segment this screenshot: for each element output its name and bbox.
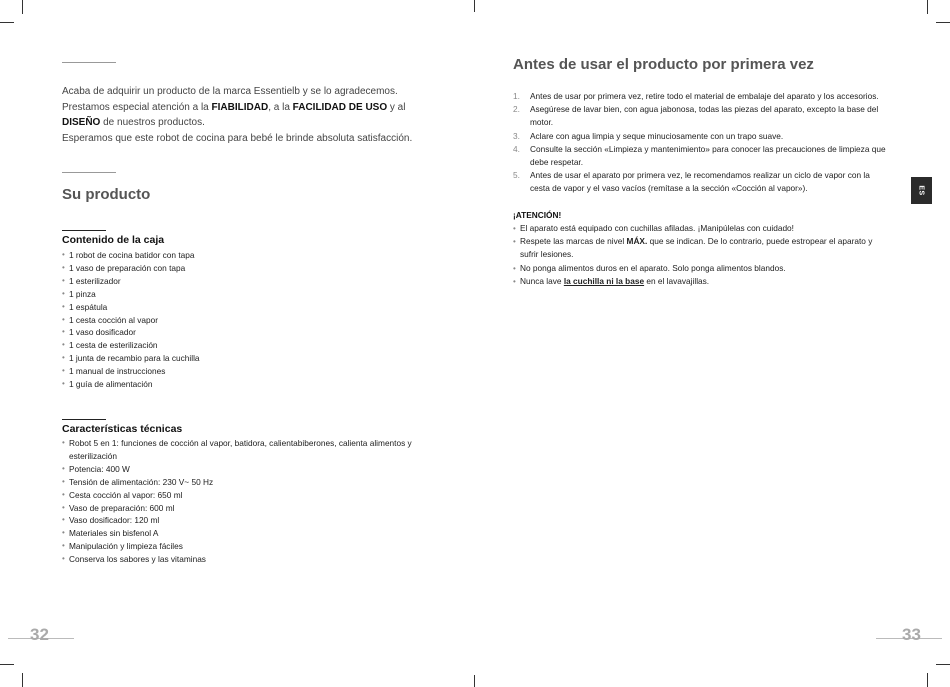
step-text: Antes de usar por primera vez, retire todo el material de embalaje del aparato y los accesorios. bbox=[530, 91, 879, 101]
step-item bbox=[513, 103, 890, 129]
step-text: Antes de usar el aparato por primera vez, le recomendamos realizar un ciclo de vapor con la cesta de vapor y el vaso vacíos (remítase a la sección «Cocción al vapor»). bbox=[530, 170, 870, 194]
language-tab-label: ES bbox=[918, 185, 925, 196]
tech-specs-title: Características técnicas bbox=[62, 423, 183, 435]
page-number-right: 33 bbox=[902, 625, 921, 644]
section-rule bbox=[62, 172, 116, 173]
page-number-left: 32 bbox=[30, 625, 49, 644]
list-item: • 1 robot de cocina batidor con tapa bbox=[62, 249, 438, 262]
list-item: • 1 pinza bbox=[62, 288, 438, 301]
attention-list bbox=[513, 222, 891, 288]
list-item: • Vaso dosificador: 120 ml bbox=[62, 514, 440, 527]
step-item bbox=[513, 169, 890, 195]
step-number: 1. bbox=[513, 91, 520, 101]
intro-line-1: Acaba de adquirir un producto de la marca Essentielb y se lo agradecemos. bbox=[62, 86, 398, 97]
list-item: • 1 cesta de esterilización bbox=[62, 339, 438, 352]
section-title-su-producto: Su producto bbox=[62, 186, 151, 203]
list-item: • Manipulación y limpieza fáciles bbox=[62, 540, 440, 553]
list-item: • Conserva los sabores y las vitaminas bbox=[62, 553, 440, 566]
list-item: • 1 junta de recambio para la cuchilla bbox=[62, 352, 438, 365]
intro-emphasis-design: DISEÑO bbox=[62, 117, 101, 128]
intro-text: Prestamos especial atención a la bbox=[62, 101, 212, 113]
attention-item bbox=[513, 262, 891, 275]
first-use-steps-list bbox=[513, 90, 890, 196]
crop-mark bbox=[927, 0, 928, 14]
list-item: • Materiales sin bisfenol A bbox=[62, 527, 440, 540]
list-item: • Cesta cocción al vapor: 650 ml bbox=[62, 489, 440, 502]
attention-text: que se indican. De lo contrario, puede estropear el aparato y sufrir lesiones. bbox=[520, 236, 873, 260]
attention-item bbox=[513, 235, 891, 261]
list-item: • 1 manual de instrucciones bbox=[62, 365, 438, 378]
box-contents-list bbox=[62, 249, 438, 391]
crop-mark bbox=[936, 664, 950, 665]
list-item: • 1 cesta cocción al vapor bbox=[62, 314, 438, 327]
list-item: • 1 vaso dosificador bbox=[62, 326, 438, 339]
right-page-title: Antes de usar el producto por primera vez bbox=[513, 56, 814, 73]
contents-title-rule bbox=[62, 230, 106, 231]
intro-text: , a la bbox=[268, 101, 293, 113]
attention-title: ¡ATENCIÓN! bbox=[513, 210, 562, 220]
step-text: Asegúrese de lavar bien, con agua jabonosa, todas las piezas del aparato, excepto la base del motor. bbox=[530, 104, 879, 128]
intro-line-3 bbox=[62, 115, 438, 131]
step-number: 2. bbox=[513, 104, 520, 115]
step-text: Consulte la sección «Limpieza y mantenimiento» para conocer las precauciones de limpieza que debe respetar. bbox=[530, 143, 886, 168]
attention-item bbox=[513, 222, 891, 235]
step-text: Aclare con agua limpia y seque minuciosamente con un trapo suave. bbox=[530, 130, 784, 141]
attention-text: Respete las marcas de nivel bbox=[520, 236, 627, 247]
attention-text: Nunca lave bbox=[520, 275, 564, 286]
step-number: 4. bbox=[513, 143, 520, 154]
step-item bbox=[513, 90, 890, 103]
intro-text: y al bbox=[387, 101, 406, 113]
attention-emphasis-blade-base: la cuchilla ni la base bbox=[563, 275, 645, 286]
list-item: • Vaso de preparación: 600 ml bbox=[62, 502, 440, 515]
attention-text: El aparato está equipado con cuchillas afiladas. ¡Manipúlelas con cuidado! bbox=[520, 223, 794, 233]
step-item bbox=[513, 143, 890, 169]
list-item: • Robot 5 en 1: funciones de cocción al vapor, batidora, calientabiberones, calienta alimentos y esterilización bbox=[62, 437, 440, 463]
list-item: • Tensión de alimentación: 230 V~ 50 Hz bbox=[62, 476, 440, 489]
specs-title-rule bbox=[62, 419, 106, 420]
list-item: • 1 esterilizador bbox=[62, 275, 438, 288]
list-item: • 1 espátula bbox=[62, 301, 438, 314]
box-contents-title: Contenido de la caja bbox=[62, 234, 165, 246]
intro-line-4: Esperamos que este robot de cocina para bebé le brinde absoluta satisfacción. bbox=[62, 132, 413, 144]
list-item: • Potencia: 400 W bbox=[62, 463, 440, 476]
language-tab bbox=[911, 177, 932, 204]
crop-mark bbox=[927, 673, 928, 687]
crop-mark bbox=[936, 22, 950, 23]
attention-text: en el lavavajillas. bbox=[644, 275, 710, 286]
intro-paragraph bbox=[62, 84, 438, 146]
attention-item bbox=[513, 275, 891, 288]
attention-text: No ponga alimentos duros en el aparato. Solo ponga alimentos blandos. bbox=[520, 262, 786, 273]
list-item: • 1 guía de alimentación bbox=[62, 378, 438, 391]
intro-top-rule bbox=[62, 62, 116, 63]
step-number: 3. bbox=[513, 130, 520, 141]
intro-emphasis-ease-of-use: FACILIDAD DE USO bbox=[292, 101, 388, 113]
intro-line-2 bbox=[62, 100, 438, 116]
step-number: 5. bbox=[513, 170, 520, 181]
attention-emphasis-max: MÁX. bbox=[626, 236, 648, 247]
step-item bbox=[513, 130, 890, 143]
tech-specs-list bbox=[62, 437, 440, 566]
intro-emphasis-reliability: FIABILIDAD bbox=[211, 101, 269, 113]
intro-text: de nuestros productos. bbox=[100, 117, 205, 128]
list-item: • 1 vaso de preparación con tapa bbox=[62, 262, 438, 275]
